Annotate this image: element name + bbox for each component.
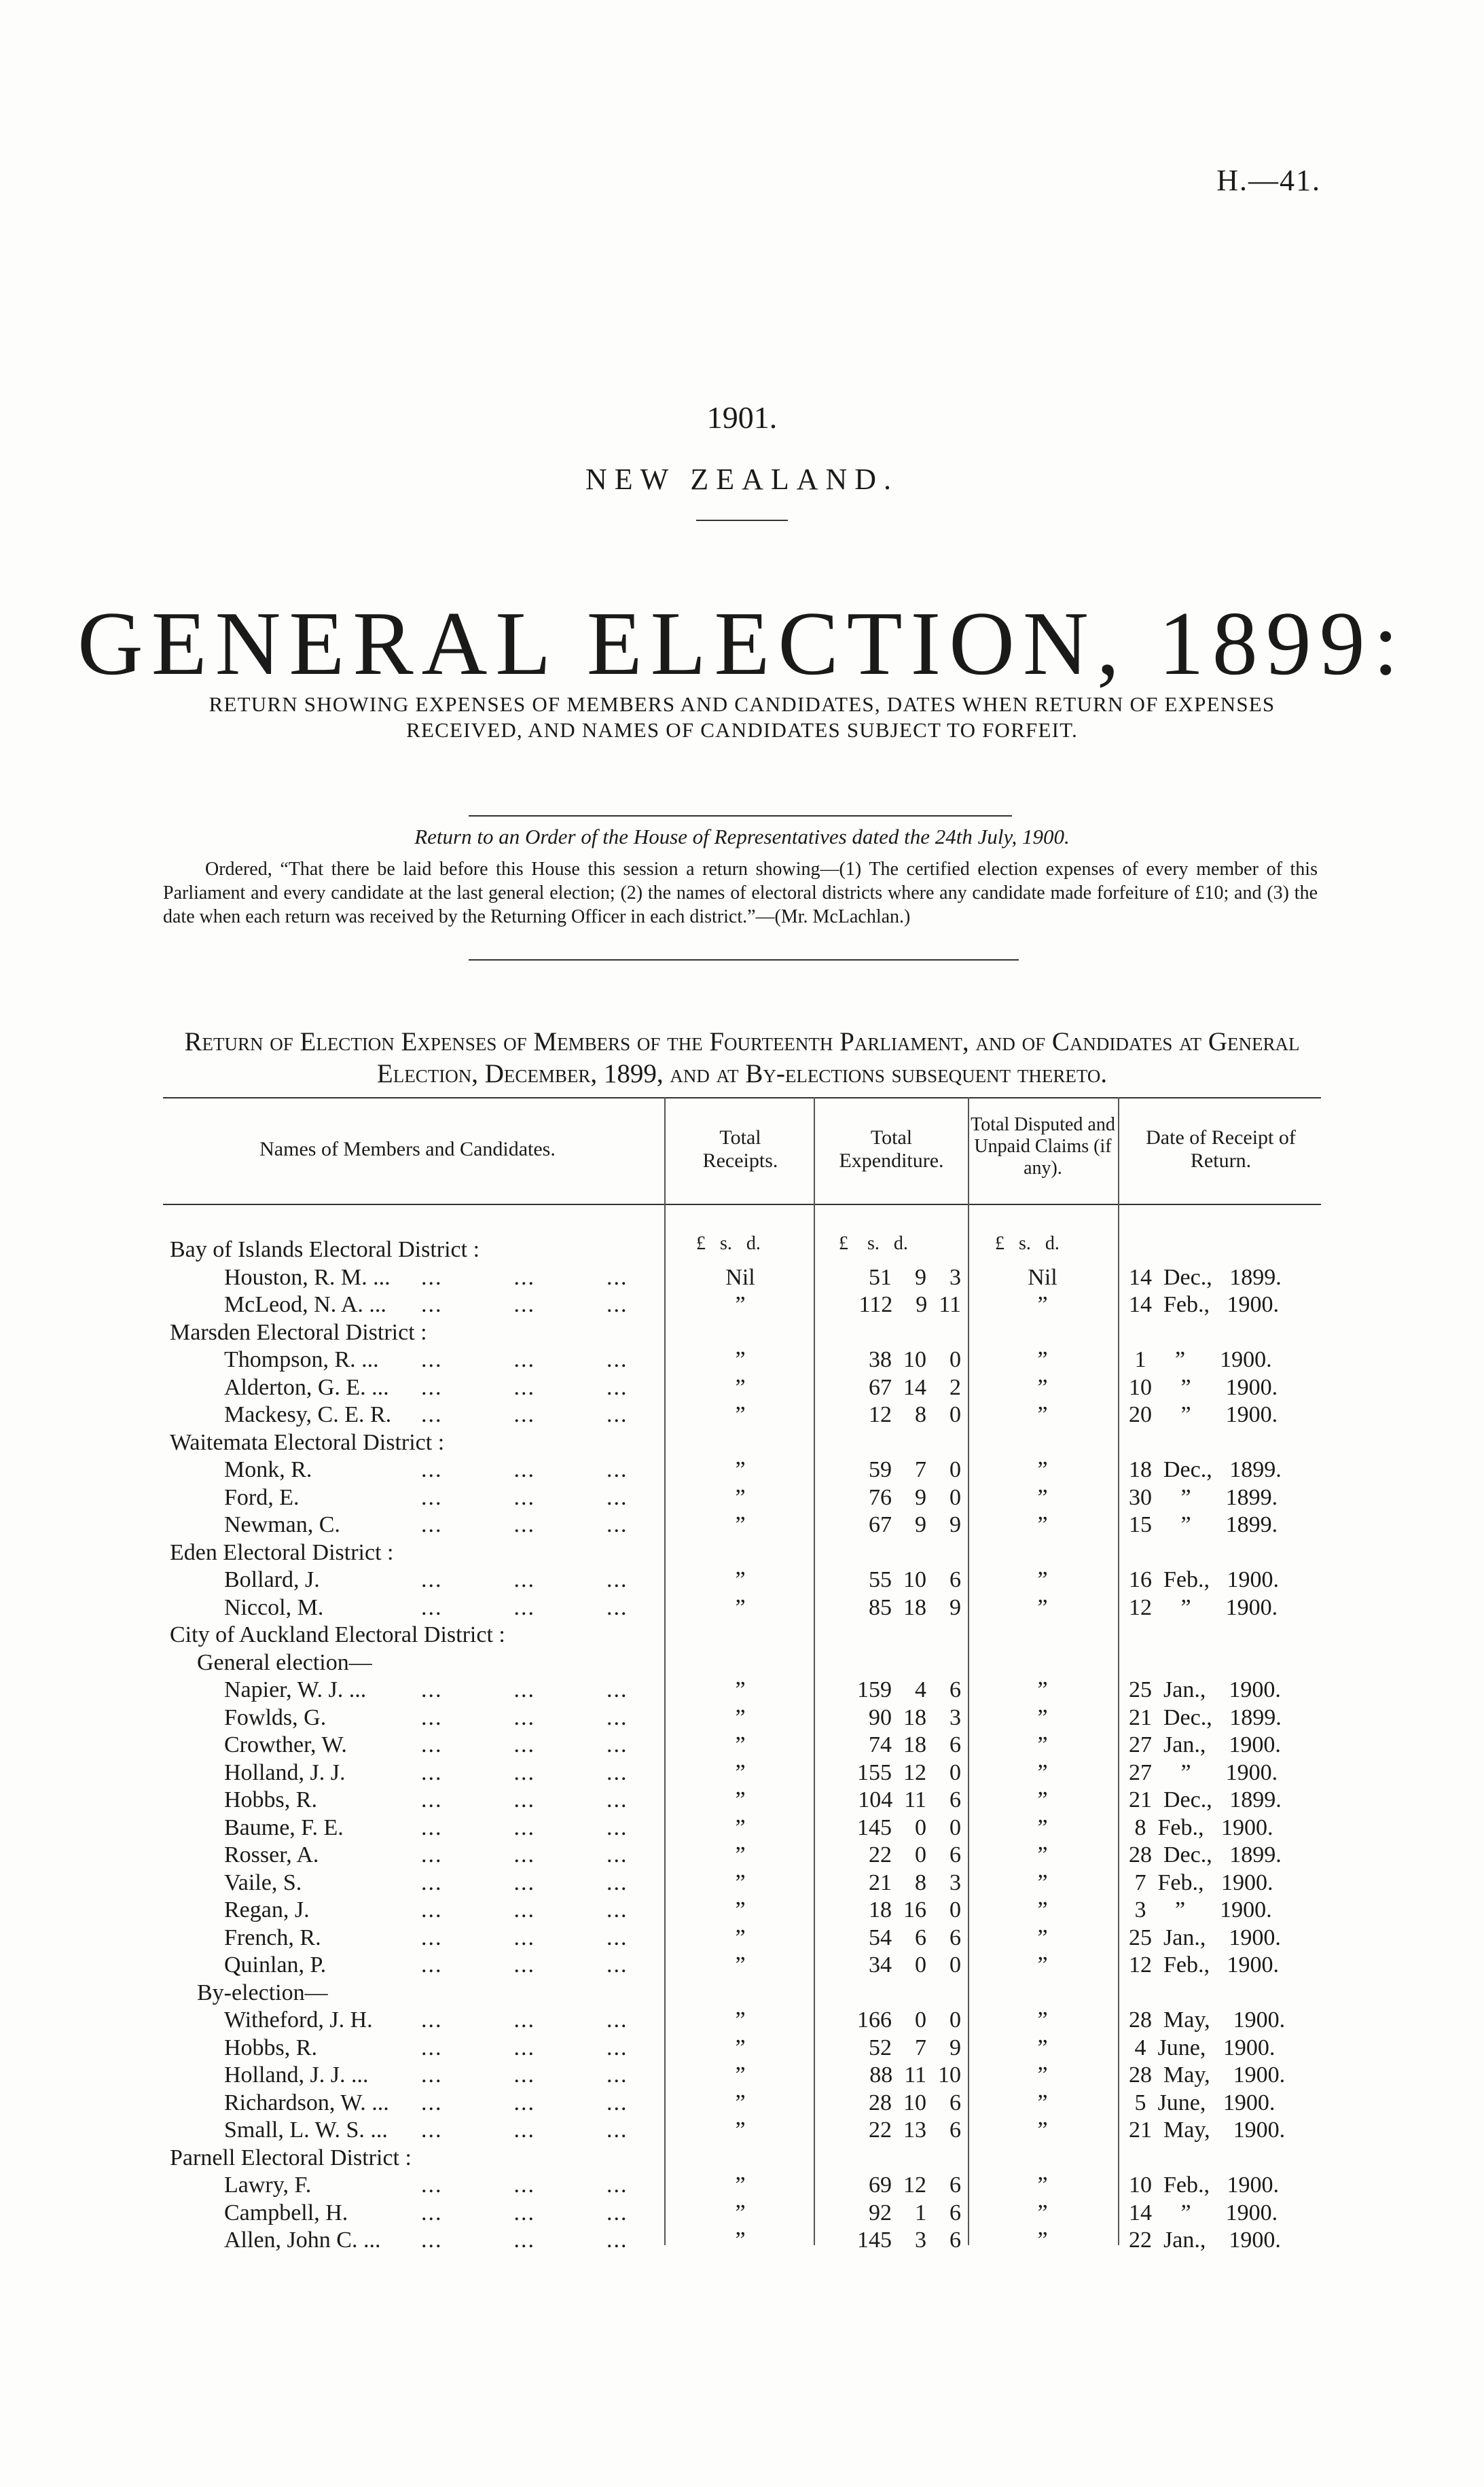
receipts-cell: ” [735,1842,746,1867]
candidate-name: Eden Electoral District : [170,1539,394,1565]
expenditure-cell: 51 9 3 [869,1264,961,1290]
table-row [0,1869,1484,1897]
leader-dots: ... ... ... [421,1567,628,1592]
divider [469,815,1012,817]
expenditure-cell: 88 11 10 [869,2062,961,2088]
table-row [0,1842,1484,1869]
expenditure-cell: 92 1 6 [869,2200,961,2225]
table-row [0,2062,1484,2089]
leader-dots: ... ... ... [421,2117,628,2143]
disputed-cell: Nil [1028,1264,1057,1290]
table-row [0,1594,1484,1622]
receipts-cell: ” [735,1869,746,1895]
candidate-name: Napier, W. J. ... [224,1677,367,1702]
table-row [0,1704,1484,1732]
candidate-name: Allen, John C. ... [224,2227,381,2253]
disputed-cell: ” [1037,1759,1048,1785]
expenditure-cell: 104 11 6 [858,1787,961,1812]
expenditure-cell: 155 12 0 [857,1759,961,1785]
divider [696,520,788,521]
expenditure-cell: 54 6 6 [869,1925,961,1950]
receipt-date-cell: 4 June, 1900. [1129,2035,1275,2060]
receipt-date-cell: 21 May, 1900. [1129,2117,1286,2143]
candidate-name: Bay of Islands Electoral District : [170,1237,480,1262]
expenditure-cell: 34 0 0 [869,1952,961,1978]
subtitle: RETURN SHOWING EXPENSES OF MEMBERS AND CANDIDATES, DATES WHEN RETURN OF EXPENSES RECEIVED, AND NAMES OF CANDIDATES SUBJECT TO FORFEIT. [209,692,1275,742]
candidate-name: Quinlan, P. [224,1952,327,1978]
leader-dots: ... ... ... [421,1897,628,1922]
candidate-name: Mackesy, C. E. R. [224,1402,392,1427]
receipts-cell: ” [735,1594,746,1620]
disputed-cell: ” [1037,1457,1048,1482]
expenditure-cell: 22 13 6 [869,2117,961,2143]
disputed-cell: ” [1037,2117,1048,2143]
disputed-cell: ” [1037,1594,1048,1620]
receipt-date-cell: 1 ” 1900. [1129,1347,1272,1372]
expenditure-cell: 22 0 6 [869,1842,961,1867]
table-row [0,1732,1484,1759]
expenditure-cell: 74 18 6 [869,1732,961,1757]
receipts-cell: ” [735,1677,746,1702]
disputed-cell: ” [1037,1732,1048,1757]
candidate-name: General election— [197,1649,372,1675]
document-year: 1901. [706,400,778,435]
district-heading-row [0,1429,1484,1456]
receipt-date-cell: 3 ” 1900. [1129,1897,1272,1922]
page-reference: H.—41. [1216,164,1321,197]
receipts-cell: ” [735,1292,746,1317]
table-row [0,1484,1484,1511]
receipt-date-cell: 27 Jan., 1900. [1129,1732,1281,1757]
receipt-date-cell: 10 Feb., 1900. [1129,2172,1279,2198]
disputed-cell: ” [1037,1484,1048,1510]
disputed-cell: ” [1037,1567,1048,1592]
receipt-date-cell: 28 Dec., 1899. [1129,1842,1282,1867]
leader-dots: ... ... ... [421,1512,628,1537]
candidate-name: City of Auckland Electoral District : [170,1622,505,1647]
candidate-name: Campbell, H. [224,2200,348,2225]
disputed-cell: ” [1037,1677,1048,1702]
expenditure-cell: 145 0 0 [857,1814,961,1840]
receipt-date-cell: 18 Dec., 1899. [1129,1457,1282,1482]
leader-dots: ... ... ... [421,2227,628,2253]
receipts-cell: ” [735,1347,746,1372]
candidate-name: Lawry, F. [224,2172,312,2198]
expenditure-cell: 38 10 0 [869,1347,961,1372]
district-heading-row [0,1319,1484,1346]
candidate-name: Holland, J. J. ... [224,2062,369,2088]
expenditure-cell: 90 18 3 [869,1704,961,1730]
receipts-cell: ” [735,2007,746,2033]
leader-dots: ... ... ... [421,1347,628,1372]
country-heading: NEW ZEALAND. [585,463,899,496]
receipt-date-cell: 22 Jan., 1900. [1129,2227,1281,2253]
receipts-cell: ” [735,1759,746,1785]
candidate-name: Rosser, A. [224,1842,319,1867]
disputed-cell: ” [1037,2172,1048,2198]
table-row [0,1925,1484,1952]
table-row [0,1291,1484,1319]
candidate-name: Regan, J. [224,1897,310,1922]
leader-dots: ... ... ... [421,1484,628,1510]
table-row [0,2117,1484,2144]
candidate-name: Waitemata Electoral District : [170,1429,445,1455]
receipt-date-cell: 5 June, 1900. [1129,2090,1275,2115]
table-row [0,1456,1484,1484]
receipt-date-cell: 25 Jan., 1900. [1129,1677,1281,1702]
expenditure-cell: 67 9 9 [869,1512,961,1537]
expenditure-cell: 85 18 9 [869,1594,961,1620]
leader-dots: ... ... ... [421,2007,628,2033]
leader-dots: ... ... ... [421,1732,628,1757]
disputed-cell: ” [1037,1814,1048,1840]
disputed-cell: ” [1037,2227,1048,2253]
table-header-rule [163,1204,1321,1205]
expenditure-cell: 12 8 0 [869,1402,961,1427]
leader-dots: ... ... ... [421,1759,628,1785]
receipt-date-cell: 14 ” 1900. [1129,2200,1278,2225]
candidate-name: French, R. [224,1925,321,1950]
table-row [0,2172,1484,2199]
disputed-cell: ” [1037,1842,1048,1867]
receipt-date-cell: 21 Dec., 1899. [1129,1787,1282,1812]
election-subheading-row [0,1649,1484,1677]
leader-dots: ... ... ... [421,1814,628,1840]
units-expenditure: £ s. d. [839,1233,908,1254]
candidate-name: Richardson, W. ... [224,2090,389,2115]
header-disputed: Total Disputed and Unpaid Claims (if any). [971,1114,1115,1179]
expenditure-cell: 76 9 0 [869,1484,961,1510]
header-receipts: Total Receipts. [702,1126,778,1172]
expenditure-cell: 112 9 11 [858,1292,961,1317]
candidate-name: Crowther, W. [224,1732,347,1757]
candidate-name: Newman, C. [224,1512,340,1537]
disputed-cell: ” [1037,1374,1048,1400]
receipt-date-cell: 16 Feb., 1900. [1129,1567,1279,1592]
table-row [0,1897,1484,1924]
candidate-name: Vaile, S. [224,1869,302,1895]
leader-dots: ... ... ... [421,1704,628,1730]
expenditure-cell: 67 14 2 [869,1374,961,1400]
disputed-cell: ” [1037,1869,1048,1895]
table-top-rule [163,1097,1321,1098]
candidate-name: Small, L. W. S. ... [224,2117,388,2143]
district-heading-row [0,1236,1484,1264]
disputed-cell: ” [1037,1925,1048,1950]
candidate-name: Thompson, R. ... [224,1347,379,1372]
disputed-cell: ” [1037,1704,1048,1730]
disputed-cell: ” [1037,2035,1048,2060]
disputed-cell: ” [1037,1292,1048,1317]
leader-dots: ... ... ... [421,1677,628,1702]
leader-dots: ... ... ... [421,1594,628,1620]
leader-dots: ... ... ... [421,1952,628,1978]
divider [469,959,1019,961]
table-row [0,2090,1484,2117]
candidate-name: Parnell Electoral District : [170,2145,412,2170]
candidate-name: By-election— [197,1980,328,2005]
candidate-name: Hobbs, R. [224,2035,317,2060]
candidate-name: Baume, F. E. [224,1814,344,1840]
leader-dots: ... ... ... [421,2062,628,2088]
table-row [0,1374,1484,1401]
main-title: GENERAL ELECTION, 1899: [77,593,1407,694]
candidate-name: Ford, E. [224,1484,300,1510]
leader-dots: ... ... ... [421,1787,628,1812]
receipt-date-cell: 8 Feb., 1900. [1129,1814,1273,1840]
leader-dots: ... ... ... [421,1292,628,1317]
receipt-date-cell: 7 Feb., 1900. [1129,1869,1273,1895]
order-heading: Return to an Order of the House of Representatives dated the 24th July, 1900. [414,825,1070,848]
table-row [0,1511,1484,1539]
receipt-date-cell: 12 Feb., 1900. [1129,1952,1279,1978]
expenditure-cell: 69 12 6 [869,2172,961,2198]
candidate-name: McLeod, N. A. ... [224,1292,386,1317]
table-row [0,1759,1484,1787]
receipts-cell: ” [735,1567,746,1592]
table-row [0,1346,1484,1374]
expenditure-cell: 145 3 6 [857,2227,961,2253]
candidate-name: Niccol, M. [224,1594,324,1620]
district-heading-row [0,2145,1484,2172]
leader-dots: ... ... ... [421,1374,628,1400]
expenditure-cell: 59 7 0 [869,1457,961,1482]
disputed-cell: ” [1037,1512,1048,1537]
disputed-cell: ” [1037,1952,1048,1978]
receipt-date-cell: 14 Feb., 1900. [1129,1292,1279,1317]
expenditure-cell: 166 0 0 [857,2007,961,2033]
units-receipts: £ s. d. [696,1233,761,1254]
receipts-cell: ” [735,1457,746,1482]
receipts-cell: ” [735,2062,746,2088]
disputed-cell: ” [1037,2090,1048,2115]
table-row [0,1814,1484,1842]
table-row [0,1401,1484,1429]
expenditure-cell: 21 8 3 [869,1869,961,1895]
expenditure-cell: 28 10 6 [869,2090,961,2115]
candidate-name: Houston, R. M. ... [224,1264,391,1290]
disputed-cell: ” [1037,2007,1048,2033]
expenditure-cell: 52 7 9 [869,2035,961,2060]
receipts-cell: Nil [725,1264,755,1290]
receipt-date-cell: 28 May, 1900. [1129,2062,1286,2088]
table-row [0,2007,1484,2034]
disputed-cell: ” [1037,1787,1048,1812]
receipt-date-cell: 12 ” 1900. [1129,1594,1278,1620]
disputed-cell: ” [1037,2062,1048,2088]
receipts-cell: ” [735,1787,746,1812]
receipt-date-cell: 20 ” 1900. [1129,1402,1278,1427]
candidate-name: Hobbs, R. [224,1787,317,1812]
leader-dots: ... ... ... [421,2200,628,2225]
table-row [0,1787,1484,1814]
disputed-cell: ” [1037,1347,1048,1372]
receipts-cell: ” [735,1814,746,1840]
table-row [0,1677,1484,1704]
leader-dots: ... ... ... [421,1842,628,1867]
district-heading-row [0,1539,1484,1567]
leader-dots: ... ... ... [421,1402,628,1427]
receipts-cell: ” [735,1704,746,1730]
disputed-cell: ” [1037,1402,1048,1427]
receipt-date-cell: 10 ” 1900. [1129,1374,1278,1400]
leader-dots: ... ... ... [421,2090,628,2115]
return-title: Return of Election Expenses of Members of the Fourteenth Parliament, and of Candidates at General Election, December, 1899, and at By-elections subsequent thereto. [184,1027,1300,1088]
receipts-cell: ” [735,2117,746,2143]
receipt-date-cell: 30 ” 1899. [1129,1484,1278,1510]
table-row [0,1264,1484,1291]
receipts-cell: ” [735,1484,746,1510]
district-heading-row [0,1622,1484,1649]
order-text: Ordered, “That there be laid before this House this session a return showing—(1) The certified election expenses of every member of this Parliament and every candidate at the last general election; (2) the names of electoral districts where any candidate made forfeiture of £10; and (3) the date when each return was received by the Returning Officer in each district.”—(Mr. McLachlan.) [163,859,1318,927]
receipt-date-cell: 15 ” 1899. [1129,1512,1278,1537]
leader-dots: ... ... ... [421,1264,628,1290]
receipt-date-cell: 14 Dec., 1899. [1129,1264,1282,1290]
receipts-cell: ” [735,2035,746,2060]
receipts-cell: ” [735,2227,746,2253]
expenditure-cell: 18 16 0 [869,1897,961,1922]
receipts-cell: ” [735,2200,746,2225]
disputed-cell: ” [1037,2200,1048,2225]
receipts-cell: ” [735,1732,746,1757]
leader-dots: ... ... ... [421,2172,628,2198]
receipts-cell: ” [735,1512,746,1537]
leader-dots: ... ... ... [421,1925,628,1950]
expenditure-cell: 55 10 6 [869,1567,961,1592]
table-row [0,1952,1484,1979]
candidate-name: Marsden Electoral District : [170,1319,427,1345]
candidate-name: Holland, J. J. [224,1759,346,1785]
receipts-cell: ” [735,1402,746,1427]
receipts-cell: ” [735,2090,746,2115]
table-row [0,2227,1484,2254]
candidate-name: Alderton, G. E. ... [224,1374,389,1400]
disputed-cell: ” [1037,1897,1048,1922]
table-row [0,1567,1484,1594]
receipts-cell: ” [735,1952,746,1978]
receipts-cell: ” [735,1897,746,1922]
header-date: Date of Receipt of Return. [1146,1126,1296,1172]
header-names: Names of Members and Candidates. [259,1138,556,1160]
candidate-name: Monk, R. [224,1457,312,1482]
receipt-date-cell: 21 Dec., 1899. [1129,1704,1282,1730]
header-expenditure: Total Expenditure. [839,1126,944,1172]
receipts-cell: ” [735,1925,746,1950]
units-disputed: £ s. d. [995,1233,1060,1254]
receipt-date-cell: 28 May, 1900. [1129,2007,1286,2033]
receipt-date-cell: 25 Jan., 1900. [1129,1925,1281,1950]
table-row [0,2200,1484,2227]
candidate-name: Fowlds, G. [224,1704,327,1730]
leader-dots: ... ... ... [421,1457,628,1482]
candidate-name: Witheford, J. H. [224,2007,373,2033]
leader-dots: ... ... ... [421,1869,628,1895]
receipt-date-cell: 27 ” 1900. [1129,1759,1278,1785]
receipts-cell: ” [735,2172,746,2198]
election-subheading-row [0,1980,1484,2007]
leader-dots: ... ... ... [421,2035,628,2060]
table-row [0,2035,1484,2062]
candidate-name: Bollard, J. [224,1567,320,1592]
receipts-cell: ” [735,1374,746,1400]
expenditure-cell: 159 4 6 [857,1677,961,1702]
